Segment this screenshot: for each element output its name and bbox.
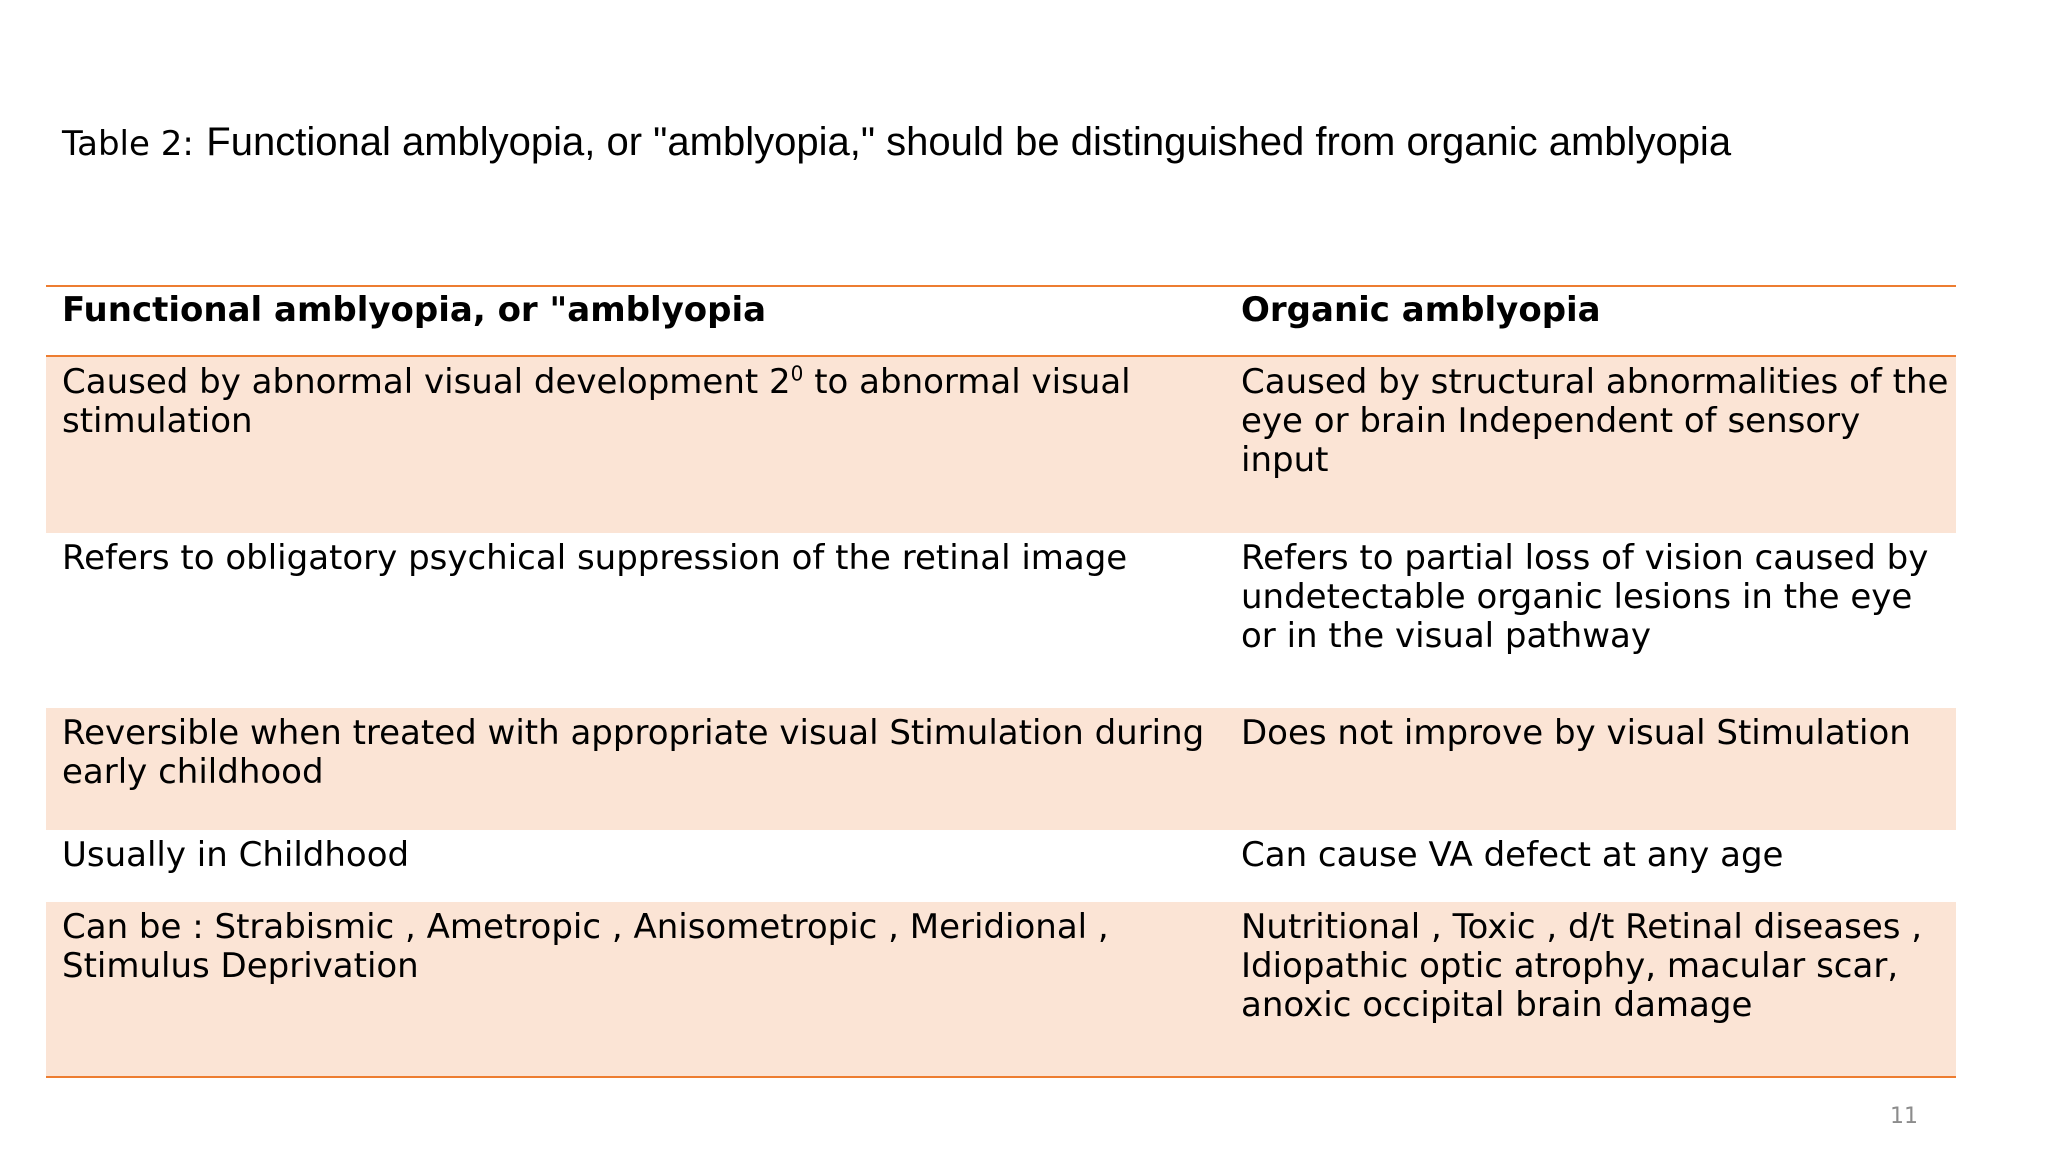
superscript-degree: 0	[790, 361, 804, 386]
table-row	[46, 830, 1956, 902]
table-cell-functional: Refers to obligatory psychical suppression of the retinal image	[62, 538, 1128, 578]
title-main: Functional amblyopia, or "amblyopia," should be distinguished from organic amblyopia	[206, 120, 1732, 164]
cell-text: to abnormal visual stimulation	[62, 362, 1131, 441]
table-cell-organic: Can cause VA defect at any age	[1241, 835, 1784, 875]
header-functional-amblyopia: Functional amblyopia, or "amblyopia	[62, 290, 767, 330]
header-organic-amblyopia: Organic amblyopia	[1241, 290, 1601, 330]
table-cell-organic: Nutritional , Toxic , d/t Retinal diseases , Idiopathic optic atrophy, macular scar, anoxic occipital brain damage	[1241, 907, 1923, 1025]
page-number: 11	[1890, 1104, 1918, 1129]
cell-text: Caused by abnormal visual development 2	[62, 362, 791, 402]
table-cell-organic: Does not improve by visual Stimulation	[1241, 713, 1911, 753]
table-row	[46, 533, 1956, 708]
table-cell-organic: Caused by structural abnormalities of the eye or brain Independent of sensory input	[1241, 362, 1949, 480]
table-header-row	[46, 287, 1956, 357]
slide-title	[62, 118, 1731, 166]
table-cell-functional	[46, 357, 1227, 533]
table-cell-organic: Refers to partial loss of vision caused by undetectable organic lesions in the eye or in the visual pathway	[1241, 538, 1929, 656]
table-cell-functional: Can be : Strabismic , Ametropic , Anisometropic , Meridional , Stimulus Deprivation	[62, 907, 1109, 986]
title-prefix: Table 2:	[62, 124, 194, 164]
table-cell-functional: Usually in Childhood	[62, 835, 410, 875]
table-row	[46, 357, 1956, 533]
table-cell-functional: Reversible when treated with appropriate visual Stimulation during early childhood	[62, 713, 1205, 792]
comparison-table	[46, 285, 1956, 1078]
table-row	[46, 708, 1956, 830]
table-row	[46, 902, 1956, 1076]
